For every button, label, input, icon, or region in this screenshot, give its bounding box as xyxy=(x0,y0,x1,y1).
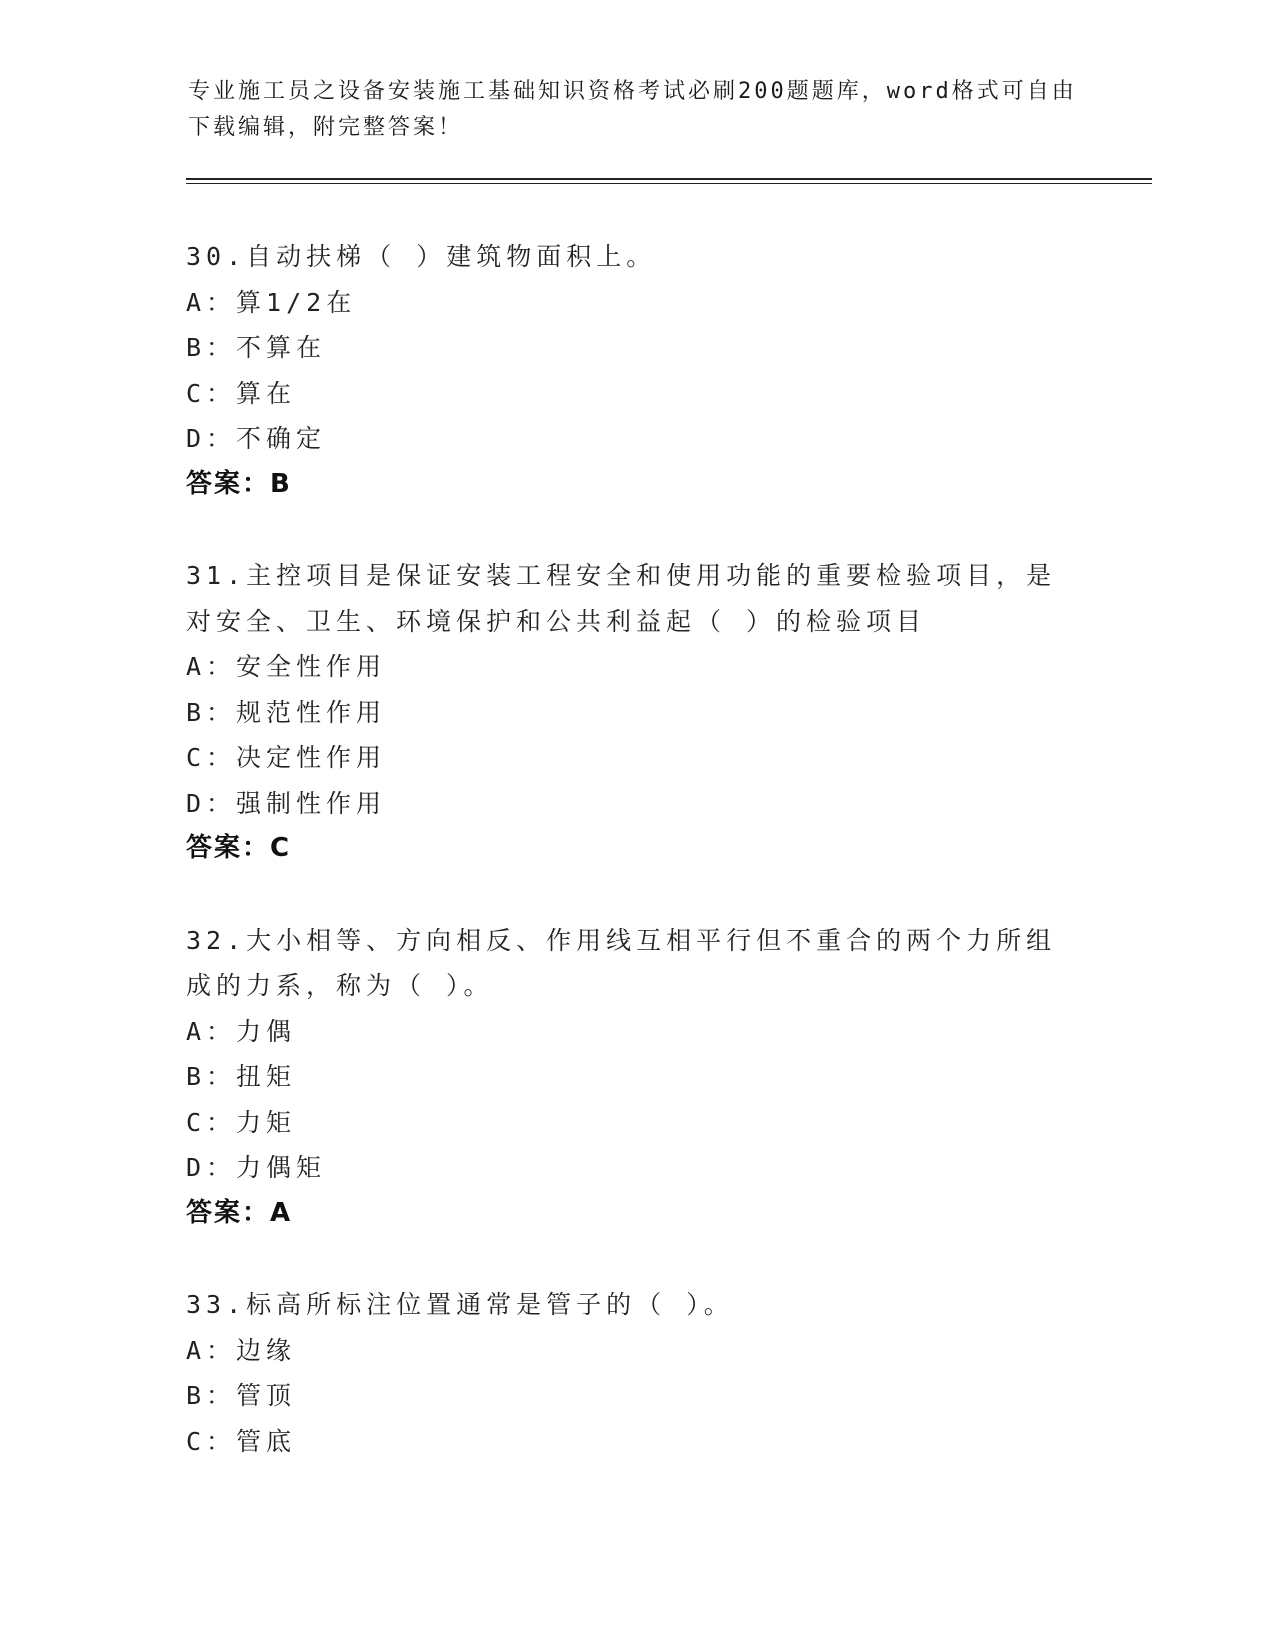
question-stem: 32.大小相等、方向相反、作用线互相平行但不重合的两个力所组成的力系，称为（ ）。 xyxy=(186,925,1057,1000)
question-33 xyxy=(186,1282,1086,1464)
header-rule-thin xyxy=(186,183,1152,184)
option-c: C：力矩 xyxy=(186,1107,297,1137)
option-c: C：管底 xyxy=(186,1426,297,1456)
question-stem: 30.自动扶梯（ ）建筑物面积上。 xyxy=(186,242,657,271)
answer-line: 答案：C xyxy=(186,833,292,863)
option-d: D：不确定 xyxy=(186,424,327,453)
option-c: C：决定性作用 xyxy=(186,743,387,772)
question-stem: 31.主控项目是保证安装工程安全和使用功能的重要检验项目，是对安全、卫生、环境保护和公共利益起（ ）的检验项目 xyxy=(186,561,1057,636)
question-31 xyxy=(186,553,1086,872)
option-b: B：规范性作用 xyxy=(186,697,387,727)
header-rule-thick xyxy=(186,178,1152,180)
option-a: A：力偶 xyxy=(186,1016,297,1046)
option-a: A：安全性作用 xyxy=(186,652,387,681)
option-b: B：管顶 xyxy=(186,1381,297,1410)
option-b: B：扭矩 xyxy=(186,1062,297,1091)
answer-line: 答案：B xyxy=(186,468,292,499)
option-b: B：不算在 xyxy=(186,333,327,362)
option-a: A：算1/2在 xyxy=(186,287,357,317)
question-32 xyxy=(186,918,1086,1237)
document-header: 专业施工员之设备安装施工基础知识资格考试必刷200题题库，word格式可自由下载编辑，附完整答案！ xyxy=(188,79,1077,140)
answer-line: 答案：A xyxy=(186,1197,293,1228)
question-30 xyxy=(186,234,1086,507)
option-d: D：力偶矩 xyxy=(186,1153,327,1182)
question-list xyxy=(186,234,1086,1510)
option-d: D：强制性作用 xyxy=(186,788,387,818)
option-c: C：算在 xyxy=(186,378,297,408)
option-a: A：边缘 xyxy=(186,1335,297,1365)
question-stem: 33.标高所标注位置通常是管子的（ ）。 xyxy=(186,1290,734,1319)
